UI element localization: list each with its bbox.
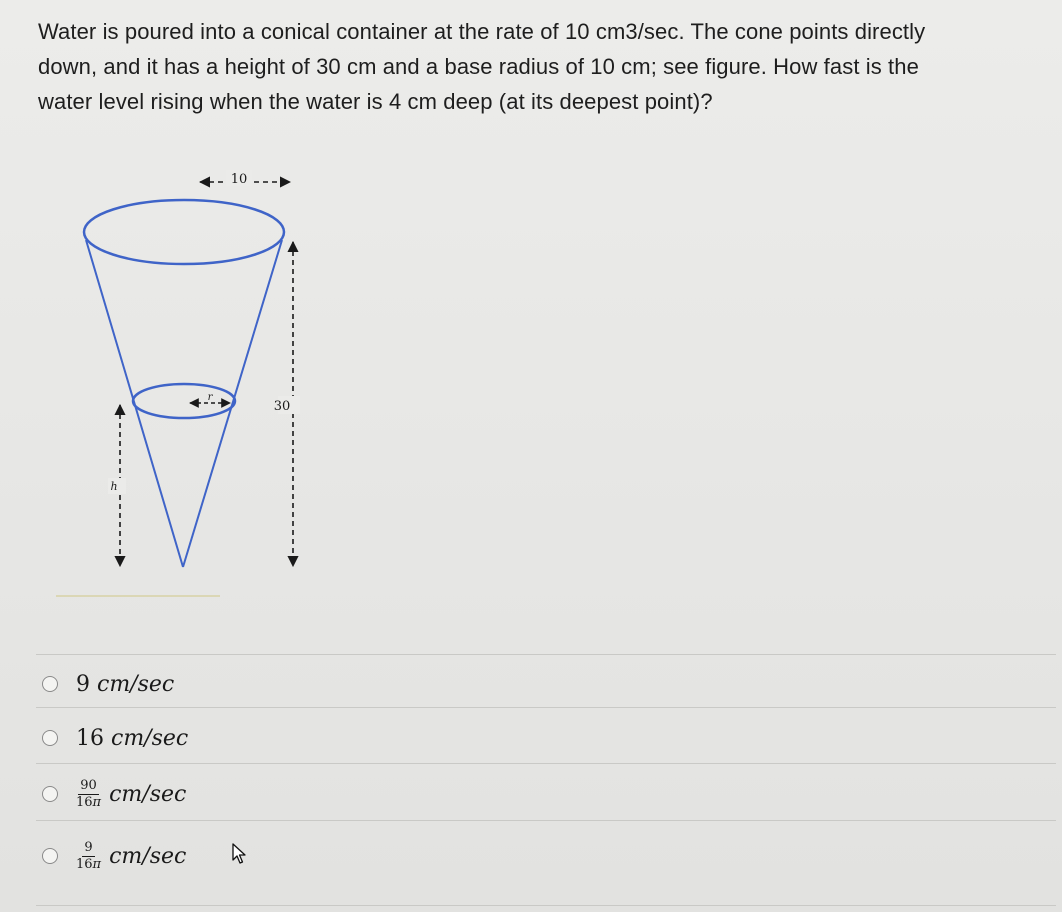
height-label: 30 xyxy=(273,399,291,414)
cone-figure xyxy=(50,160,330,605)
option-unit: cm/sec xyxy=(109,781,187,807)
option-text: 9 cm/sec xyxy=(76,671,175,697)
radio-button[interactable] xyxy=(42,848,58,864)
radio-button[interactable] xyxy=(42,730,58,746)
water-height-dimension xyxy=(108,405,126,566)
radius-label: 10 xyxy=(230,172,248,187)
question-text xyxy=(38,14,1038,119)
fraction: $\frac{90}{16\pi}$ xyxy=(76,777,102,810)
divider xyxy=(36,763,1056,764)
answer-option-1[interactable] xyxy=(42,664,174,704)
divider xyxy=(36,905,1056,906)
divider xyxy=(36,707,1056,708)
option-unit: cm/sec xyxy=(109,843,187,869)
water-surface xyxy=(133,384,235,418)
answer-option-2[interactable] xyxy=(42,718,188,758)
radio-button[interactable] xyxy=(42,786,58,802)
divider xyxy=(36,654,1056,655)
fraction: $\frac{9}{16\pi}$ xyxy=(76,839,102,872)
height-dimension xyxy=(274,242,300,566)
question-line-3: water level rising when the water is 4 cm deep (at its deepest point)? xyxy=(38,89,713,114)
water-height-label: h xyxy=(110,480,118,493)
mouse-cursor-icon xyxy=(232,843,248,865)
water-radius-label: r xyxy=(207,392,213,403)
answer-option-3[interactable] xyxy=(42,774,186,814)
radius-dimension xyxy=(200,170,290,187)
question-line-2: down, and it has a height of 30 cm and a base radius of 10 cm; see figure. How fast is the xyxy=(38,54,919,79)
divider xyxy=(36,820,1056,821)
question-line-1: Water is poured into a conical container at the rate of 10 cm3/sec. The cone points directly xyxy=(38,19,926,44)
option-text: 16 cm/sec xyxy=(76,725,189,751)
radio-button[interactable] xyxy=(42,676,58,692)
answer-option-4[interactable] xyxy=(42,836,186,876)
